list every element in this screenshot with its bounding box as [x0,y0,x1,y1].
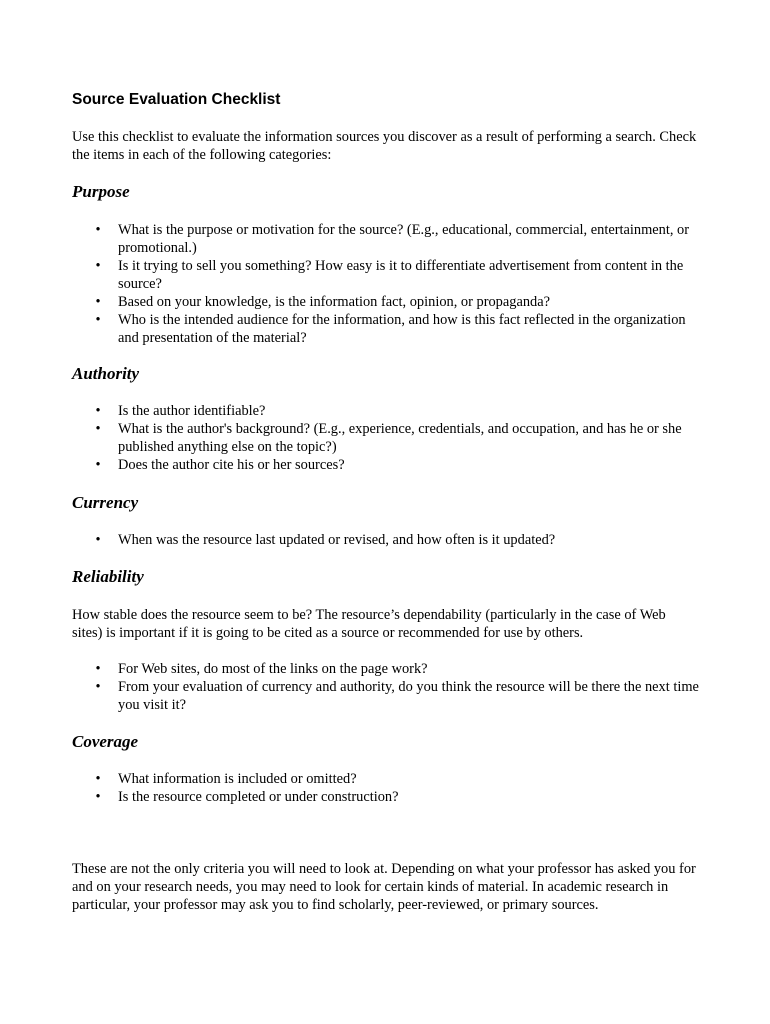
heading-reliability: Reliability [72,567,144,586]
bullet-icon: • [95,421,101,437]
list-item [0,221,700,257]
bullet-icon: • [95,661,101,677]
list-item [0,660,700,678]
list-item-text: From your evaluation of currency and authority, do you think the resource will be there the next time you visit it? [118,679,699,713]
bullet-icon: • [95,294,101,310]
reliability-paragraph: How stable does the resource seem to be? The resource’s dependability (particularly in the case of Web sites) is important if it is going to be cited as a source or recommended for use by others. [72,607,666,641]
list-item [0,420,700,456]
list-item-text: For Web sites, do most of the links on the page work? [118,661,428,677]
bullet-icon: • [95,789,101,805]
list-item [0,678,700,714]
list-item-text: What information is included or omitted? [118,771,357,787]
list-item [0,293,700,311]
bullet-icon: • [95,457,101,473]
list-item [0,311,700,347]
list-item [0,257,700,293]
currency-list [0,531,700,549]
bullet-icon: • [95,403,101,419]
bullet-icon: • [95,771,101,787]
list-item-text: What is the author's background? (E.g., experience, credentials, and occupation, and has he or she published anything else on the topic?) [118,421,682,455]
list-item-text: Is the resource completed or under construction? [118,789,399,805]
purpose-list [0,221,700,347]
closing-paragraph: These are not the only criteria you will need to look at. Depending on what your professor has asked you for and on your research needs, you may need to look for certain kinds of material. In academic research in particular, your professor may ask you to find scholarly, peer-reviewed, or primary sources. [72,861,696,913]
list-item-text: Does the author cite his or her sources? [118,457,345,473]
list-item-text: Is it trying to sell you something? How easy is it to differentiate advertisement from content in the source? [118,258,684,292]
bullet-icon: • [95,532,101,548]
list-item [0,770,700,788]
bullet-icon: • [95,258,101,274]
authority-list [0,402,700,474]
list-item [0,456,700,474]
list-item-text: Is the author identifiable? [118,403,266,419]
list-item-text: What is the purpose or motivation for the source? (E.g., educational, commercial, entertainment, or promotional.) [118,222,690,256]
bullet-icon: • [95,312,101,328]
reliability-list [0,660,700,714]
list-item-text: When was the resource last updated or revised, and how often is it updated? [118,532,556,548]
heading-purpose: Purpose [72,182,130,201]
document-title: Source Evaluation Checklist [72,91,281,108]
intro-paragraph: Use this checklist to evaluate the information sources you discover as a result of performing a search. Check the items in each of the following categories: [72,129,697,163]
heading-authority: Authority [72,364,140,383]
list-item-text: Based on your knowledge, is the information fact, opinion, or propaganda? [118,294,551,310]
coverage-list [0,770,700,806]
list-item-text: Who is the intended audience for the information, and how is this fact reflected in the organization and presentation of the material? [118,312,686,346]
list-item [0,788,700,806]
list-item [0,531,700,549]
heading-currency: Currency [72,493,139,512]
heading-coverage: Coverage [72,732,139,751]
bullet-icon: • [95,679,101,695]
list-item [0,402,700,420]
bullet-icon: • [95,222,101,238]
